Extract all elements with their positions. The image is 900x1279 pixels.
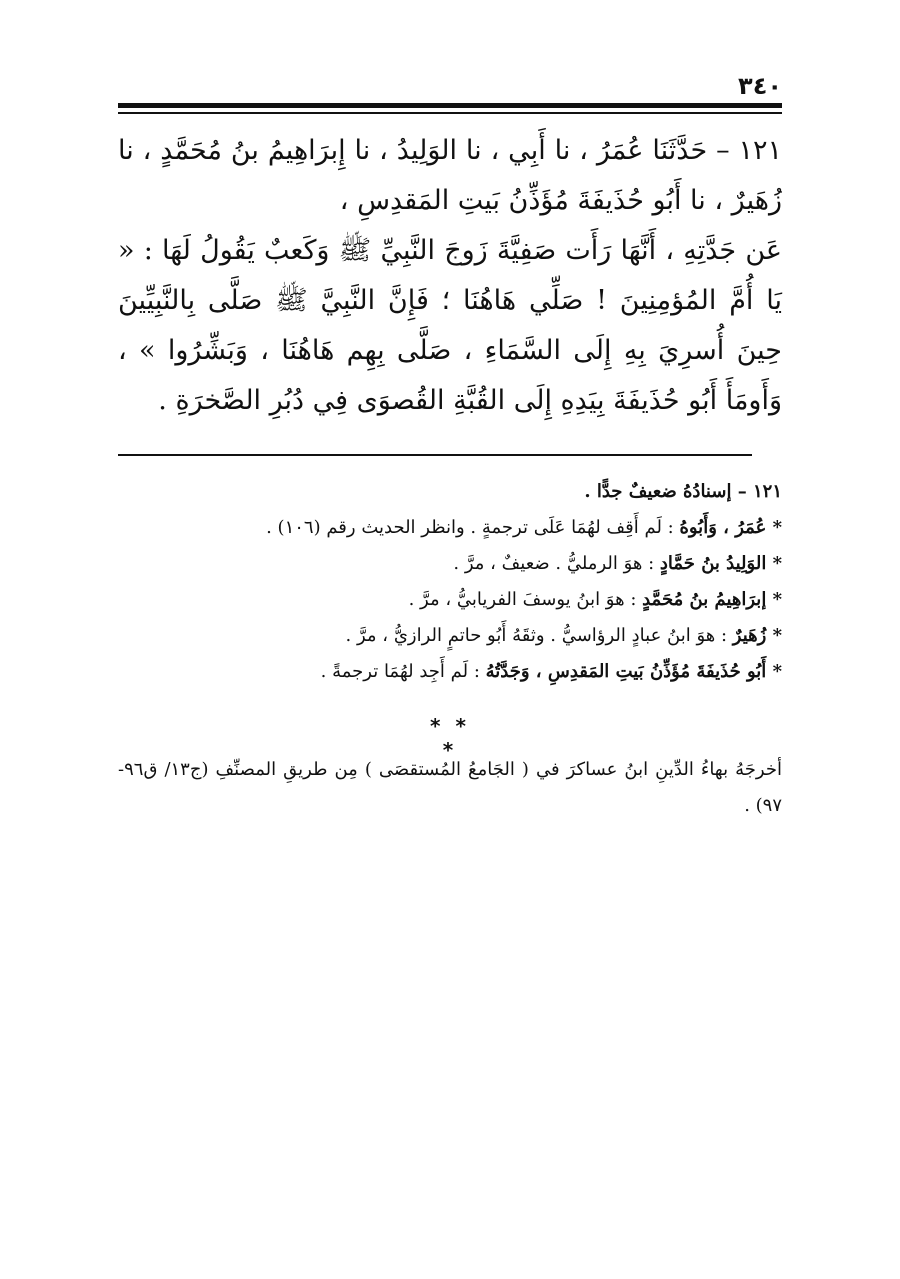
- footnote-item: [118, 582, 782, 618]
- narrator-name: * عُمَرُ ، وَأَبُوهُ: [679, 517, 782, 538]
- footnote-item: [118, 618, 782, 654]
- footnotes: [118, 474, 782, 690]
- hadith-text: [118, 126, 782, 426]
- page-number: ٣٤٠: [738, 72, 782, 100]
- footnote-heading: ١٢١ – إسنادُهُ ضعيفٌ جدًّا .: [584, 481, 782, 502]
- narrator-note: : لَم أَقِف لهُمَا عَلَى ترجمةٍ . وانظر الحديث رقم (١٠٦) .: [266, 517, 680, 538]
- takhrij-text: أخرجَهُ بهاءُ الدِّينِ ابنُ عساكرَ في ( الجَامعُ المُستقصَى ) مِن طريقِ المصنِّفِ (ج١٣/ ق٩٦- ٩٧) .: [118, 759, 782, 816]
- footnote-item: [118, 546, 782, 582]
- header-rule-thin: [118, 112, 782, 114]
- narrator-name: * الوَلِيدُ بنُ حَمَّادٍ: [659, 553, 782, 574]
- narrator-name: * زُهَيرٌ: [732, 625, 782, 646]
- narrator-note: : لَم أَجِد لهُمَا ترجمةً .: [320, 661, 486, 682]
- hadith-isnad: ١٢١ – حَدَّثَنَا عُمَرُ ، نا أَبِي ، نا الوَلِيدُ ، نا إِبرَاهِيمُ بنُ مُحَمَّدٍ ، نا زُهَيرٌ ، نا أَبُو حُذَيفَةَ مُؤَذِّنُ بَيتِ المَقدِسِ ،: [118, 135, 782, 216]
- narrator-name: * إبرَاهِيمُ بنُ مُحَمَّدٍ: [642, 589, 782, 610]
- footnote-item: [118, 510, 782, 546]
- takhrij-note: [118, 752, 782, 824]
- footnote-item: [118, 654, 782, 690]
- header-rule-thick: [118, 103, 782, 108]
- hadith-matn: عَن جَدَّتِهِ ، أَنَّهَا رَأَت صَفِيَّةَ زَوجَ النَّبِيِّ ﷺ وَكَعبٌ يَقُولُ لَهَا : « يَا أُمَّ المُؤمِنِينَ ! صَلِّي هَاهُنَا ؛ فَإِنَّ النَّبِيَّ ﷺ صَلَّى بِالنَّبِيِّينَ حِينَ أُسرِيَ بِهِ إِلَى السَّمَاءِ ، صَلَّى بِهِم هَاهُنَا ، وَبَشِّرُوا » ، وَأَومَأَ أَبُو حُذَيفَةَ بِيَدِهِ إِلَى القُبَّةِ القُصوَى فِي دُبُرِ الصَّخرَةِ .: [118, 235, 782, 416]
- section-separator: * * *: [430, 714, 470, 762]
- narrator-note: : هوَ ابنُ عبادٍ الرؤاسيُّ . وثقَهُ أَبُو حاتمٍ الرازيُّ ، مرَّ .: [345, 625, 733, 646]
- narrator-name: * أَبُو حُذَيفَةَ مُؤَذِّنُ بَيتِ المَقدِسِ ، وَجَدَّتُهُ: [485, 661, 782, 682]
- footnote-divider: [118, 454, 752, 456]
- narrator-note: : هوَ ابنُ يوسفَ الفريابيُّ ، مرَّ .: [408, 589, 643, 610]
- narrator-note: : هوَ الرمليُّ . ضعيفٌ ، مرَّ .: [453, 553, 660, 574]
